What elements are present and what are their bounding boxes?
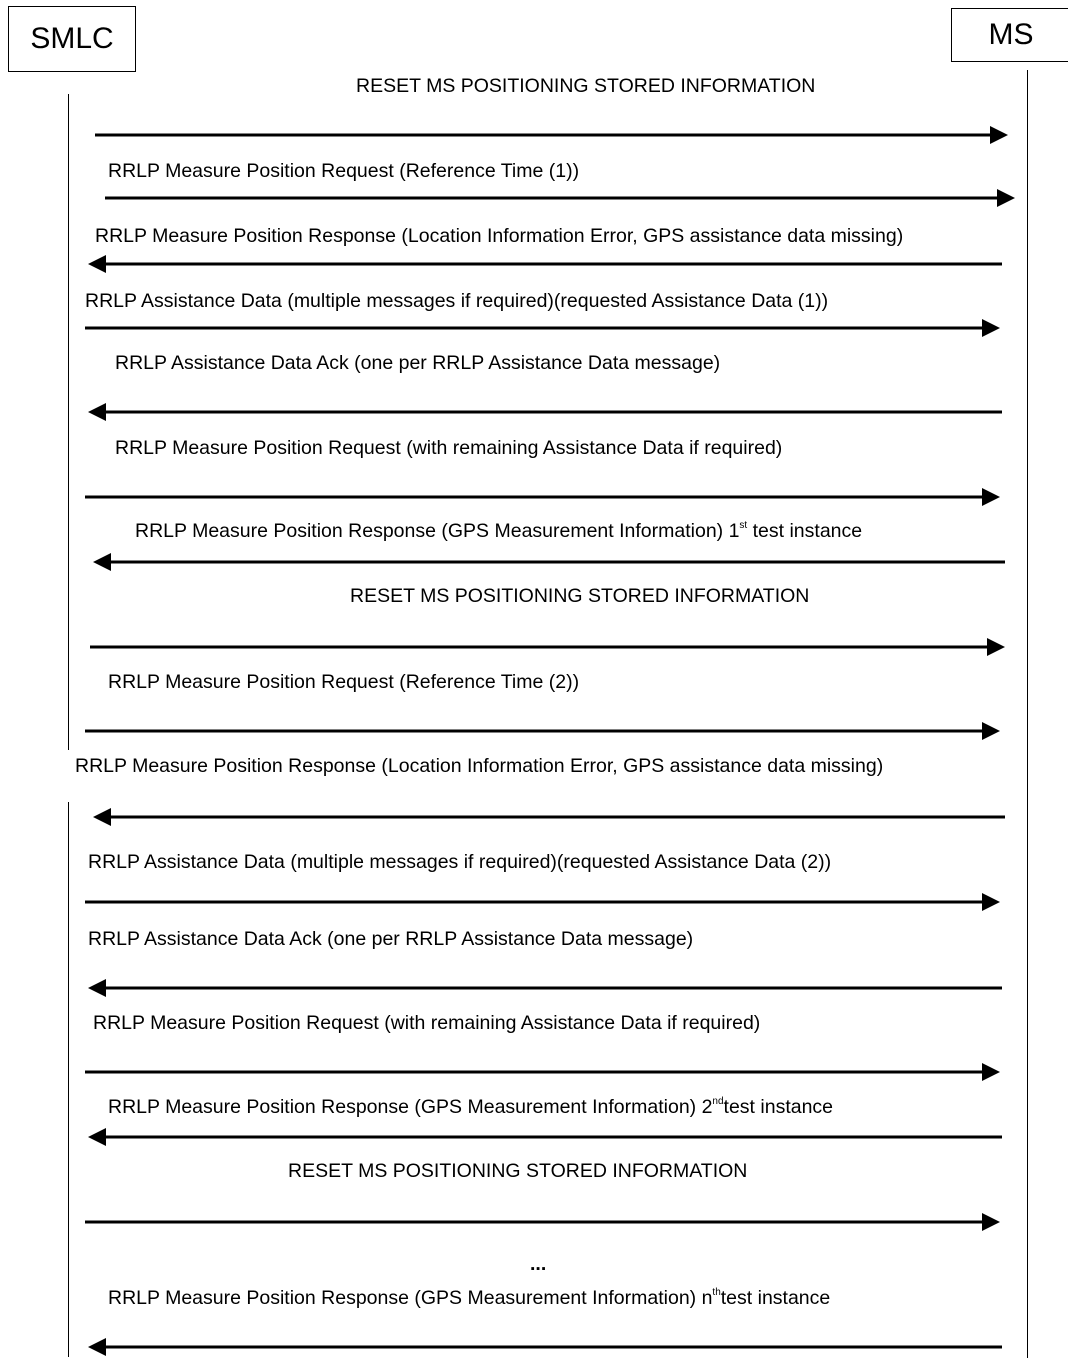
message-text: RRLP Assistance Data Ack (one per RRLP Assistance Data message) [115,352,721,374]
message-arrow-13 [85,1063,1000,1081]
message-text: RRLP Assistance Data (multiple messages if required)(requested Assistance Data (2)) [88,851,832,873]
message-label-11 [88,851,831,873]
ordinal-suffix: th [712,1287,721,1298]
message-text: RRLP Measure Position Response (GPS Measurement Information) 1 [135,520,740,542]
smlc-label: SMLC [30,22,114,55]
message-label-2 [108,160,579,182]
message-text: RESET MS POSITIONING STORED INFORMATION [350,585,810,607]
message-label-9 [108,671,579,693]
message-text: RRLP Assistance Data (multiple messages if required)(requested Assistance Data (1)) [85,290,829,312]
message-arrow-12 [88,979,1002,997]
message-text: RRLP Measure Position Response (GPS Measurement Information) 2 [108,1096,713,1118]
message-arrow-2 [105,189,1015,207]
message-suffix: test instance [747,520,863,542]
message-label-3 [95,225,903,247]
message-suffix: test instance [720,1287,831,1309]
message-text: RRLP Measure Position Response (Location Information Error, GPS assistance data missing) [75,755,884,777]
message-text: RRLP Measure Position Request (Reference Time (2)) [108,671,580,693]
message-label-4 [85,290,828,312]
message-label-6 [115,437,782,459]
message-arrow-8 [90,638,1005,656]
message-label-14 [108,1096,833,1118]
message-arrow-16 [88,1338,1002,1356]
message-arrow-14 [88,1128,1002,1146]
message-arrow-11 [85,893,1000,911]
message-arrow-5 [88,403,1002,421]
message-label-7 [135,520,862,542]
message-text: RRLP Measure Position Request (Reference Time (1)) [108,160,580,182]
message-label-8 [350,585,809,607]
message-arrow-7 [93,553,1005,571]
message-label-13 [93,1012,760,1034]
message-arrow-6 [85,488,1000,506]
ordinal-suffix: nd [712,1096,724,1107]
message-suffix: test instance [723,1096,834,1118]
message-label-10 [75,755,883,777]
message-arrow-15 [85,1213,1000,1231]
message-label-12 [88,928,693,950]
message-label-5 [115,352,720,374]
message-label-16 [108,1287,830,1309]
message-arrow-3 [88,255,1002,273]
ellipsis-label: ... [530,1253,547,1275]
message-label-15 [288,1160,747,1182]
message-arrow-1 [95,126,1008,144]
message-text: RESET MS POSITIONING STORED INFORMATION [288,1160,748,1182]
message-label-1 [356,75,815,97]
message-text: RESET MS POSITIONING STORED INFORMATION [356,75,816,97]
message-arrow-9 [85,722,1000,740]
message-text: RRLP Measure Position Request (with remaining Assistance Data if required) [93,1012,761,1034]
message-arrow-4 [85,319,1000,337]
ms-label: MS [988,18,1034,51]
message-text: RRLP Measure Position Response (Location Information Error, GPS assistance data missing) [95,225,904,247]
message-text: RRLP Assistance Data Ack (one per RRLP Assistance Data message) [88,928,694,950]
message-arrow-10 [93,808,1005,826]
ordinal-suffix: st [739,520,748,531]
message-text: RRLP Measure Position Response (GPS Measurement Information) n [108,1287,713,1309]
message-text: RRLP Measure Position Request (with remaining Assistance Data if required) [115,437,783,459]
